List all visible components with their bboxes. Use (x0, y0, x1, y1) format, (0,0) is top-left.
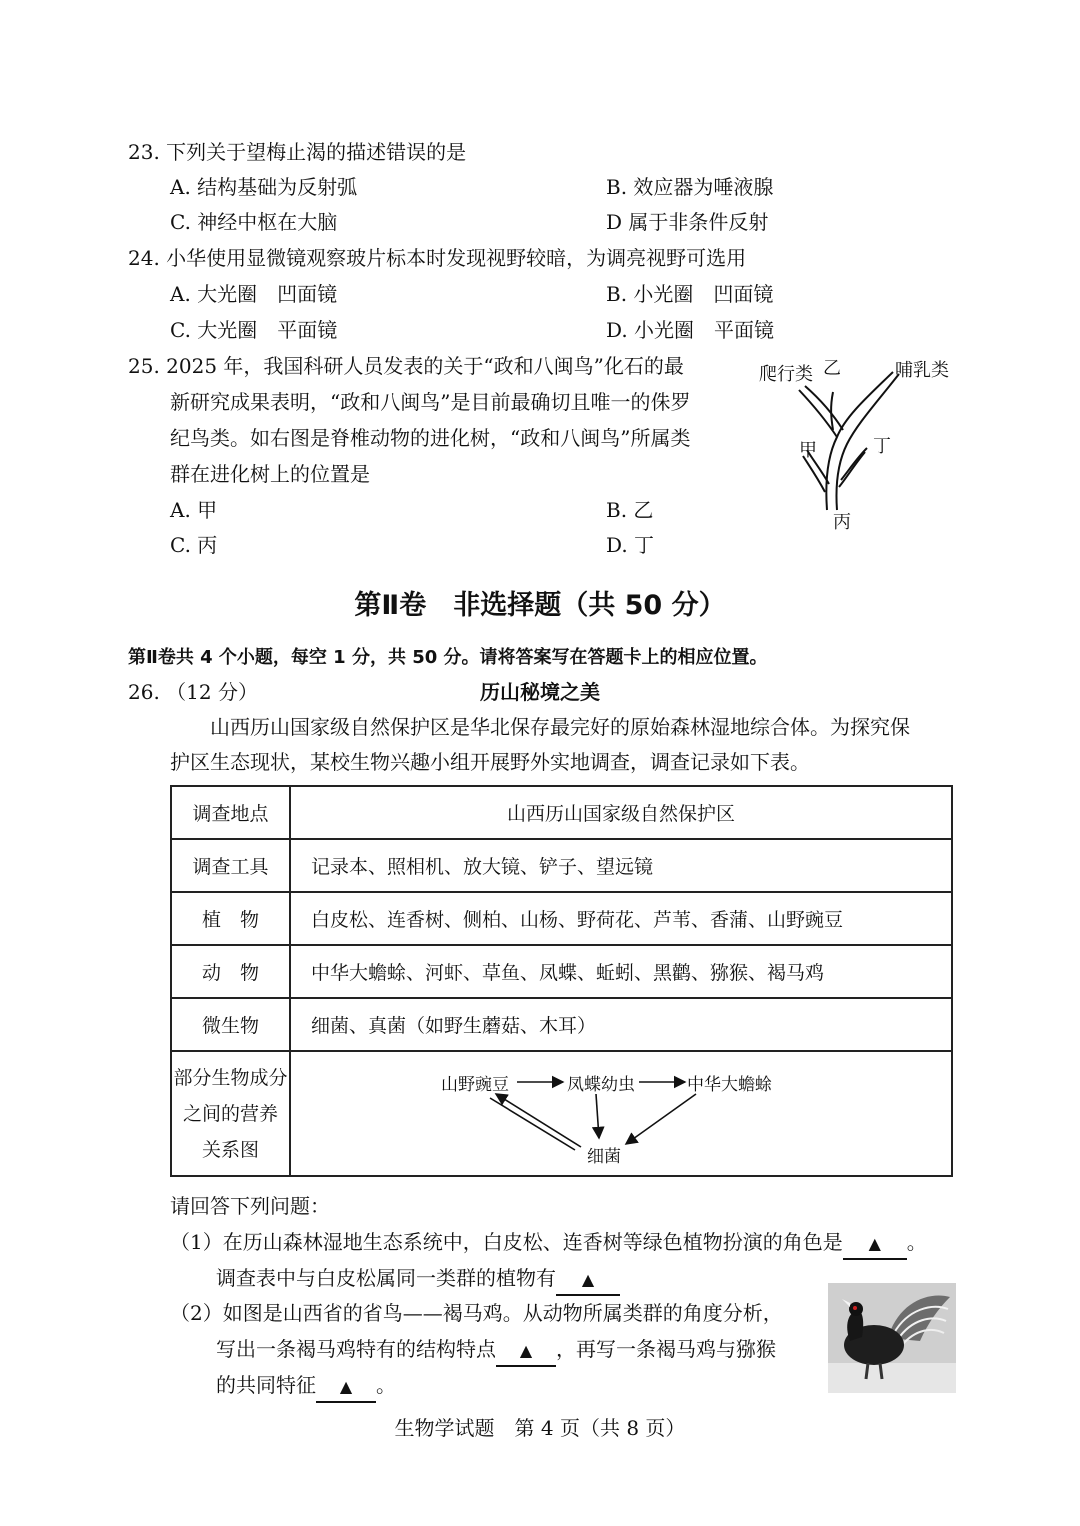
q24-option-d: D. 小光圈 平面镜 (606, 318, 775, 342)
relation-label-line-1: 部分生物成分 (173, 1066, 288, 1089)
microbes-value: 细菌、真菌（如野生蘑菇、木耳） (290, 998, 952, 1051)
q25-stem-line-4: 群在进化树上的位置是 (170, 462, 370, 486)
q25-option-d: D. 丁 (606, 533, 655, 557)
diagram-larva: 凤蝶幼虫 (567, 1075, 635, 1095)
q23-option-c: C. 神经中枢在大脑 (170, 210, 338, 234)
q24-option-a: A. 大光圈 凹面镜 (170, 282, 338, 306)
yi-branch (831, 392, 833, 430)
sub-question-2-text-3a: 的共同特征 (216, 1373, 316, 1397)
sub-question-2-text-2b: ，再写一条褐马鸡与猕猴 (556, 1337, 776, 1361)
table-row (171, 998, 952, 1051)
tree-label-ding: 丁 (873, 436, 891, 457)
q25-stem-line-1: 25. 2025 年，我国科研人员发表的关于“政和八闽鸟”化石的最 (128, 354, 684, 378)
answer-blank[interactable]: ▲ (556, 1266, 620, 1296)
site-label: 调查地点 (171, 786, 290, 839)
relation-label-line-3: 关系图 (201, 1138, 259, 1161)
answer-prompt: 请回答下列问题： (170, 1194, 330, 1218)
tree-label-yi: 乙 (823, 358, 841, 379)
answer-blank[interactable]: ▲ (316, 1373, 376, 1403)
q23-option-d: D 属于非条件反射 (606, 210, 769, 234)
sub-question-1-text-2: 调查表中与白皮松属同一类群的植物有 (216, 1266, 556, 1290)
ding-branch (839, 452, 865, 487)
q23-option-a: A. 结构基础为反射弧 (170, 175, 358, 199)
plants-value: 白皮松、连香树、侧柏、山杨、野荷花、芦苇、香蒲、山野豌豆 (290, 892, 952, 945)
sub-question-2-text-2a: 写出一条褐马鸡特有的结构特点 (216, 1337, 496, 1361)
section-2-description: 第Ⅱ卷共 4 个小题，每空 1 分，共 50 分。请将答案写在答题卡上的相应位置。 (128, 647, 768, 668)
q26-title: 历山秘境之美 (480, 680, 600, 704)
tools-label: 调查工具 (171, 839, 290, 892)
q25-option-c: C. 丙 (170, 533, 218, 557)
answer-blank[interactable]: ▲ (496, 1337, 556, 1367)
pheasant-image (828, 1283, 956, 1393)
q24-option-b: B. 小光圈 凹面镜 (606, 282, 774, 306)
site-value: 山西历山国家级自然保护区 (290, 786, 952, 839)
tools-value: 记录本、照相机、放大镜、铲子、望远镜 (290, 839, 952, 892)
sub-question-2-line-2 (216, 1335, 776, 1367)
sub-question-1-end: 。 (906, 1230, 927, 1254)
q25-stem-line-2: 新研究成果表明，“政和八闽鸟”是目前最确切且唯一的侏罗 (170, 390, 691, 414)
arrow-toad-to-bacteria (626, 1094, 696, 1144)
q25-stem-line-3: 纪鸟类。如右图是脊椎动物的进化树，“政和八闽鸟”所属类 (170, 426, 691, 450)
food-web-diagram (291, 1052, 911, 1175)
tree-label-bing: 丙 (833, 512, 851, 533)
evolution-tree-figure (755, 352, 955, 532)
q26-intro-line-1: 山西历山国家级自然保护区是华北保存最完好的原始森林湿地综合体。为探究保 (210, 715, 910, 739)
animals-value: 中华大蟾蜍、河虾、草鱼、凤蝶、蚯蚓、黑鹳、猕猴、褐马鸡 (290, 945, 952, 998)
table-row (171, 945, 952, 998)
animals-label: 动 物 (171, 945, 290, 998)
tree-label-reptile: 爬行类 (759, 364, 813, 385)
section-2-title: 第Ⅱ卷 非选择题（共 50 分） (354, 590, 726, 621)
food-web-diagram-cell (290, 1051, 952, 1176)
microbes-label: 微生物 (171, 998, 290, 1051)
plants-label: 植 物 (171, 892, 290, 945)
sub-question-1-line-1 (170, 1228, 927, 1260)
diagram-pea: 山野豌豆 (441, 1075, 509, 1095)
arrow-bacteria-to-pea (496, 1094, 581, 1147)
table-row (171, 1051, 952, 1176)
tree-label-mammal: 哺乳类 (895, 360, 949, 381)
sub-question-2-line-3 (216, 1371, 396, 1403)
table-row (171, 892, 952, 945)
relation-label-line-2: 之间的营养 (182, 1102, 278, 1125)
relation-label (171, 1051, 290, 1176)
q26-number: 26. （12 分） (128, 680, 258, 704)
sub-question-2-text-3b: 。 (376, 1373, 396, 1397)
sub-question-2-line-1: （2）如图是山西省的省鸟——褐马鸡。从动物所属类群的角度分析， (170, 1301, 783, 1325)
table-row (171, 786, 952, 839)
q23-stem: 23. 下列关于望梅止渴的描述错误的是 (128, 140, 467, 164)
diagram-bacteria: 细菌 (587, 1147, 621, 1167)
q25-option-a: A. 甲 (170, 498, 218, 522)
pheasant-photo (828, 1283, 956, 1393)
table-row (171, 839, 952, 892)
q24-stem: 24. 小华使用显微镜观察玻片标本时发现视野较暗，为调亮视野可选用 (128, 246, 747, 270)
survey-table (170, 785, 953, 1177)
sub-question-1-text: （1）在历山森林湿地生态系统中，白皮松、连香树等绿色植物扮演的角色是 (170, 1230, 843, 1254)
arrow-larva-to-bacteria (596, 1094, 599, 1138)
diagram-toad: 中华大蟾蜍 (687, 1075, 772, 1095)
tree-label-jia: 甲 (799, 440, 817, 461)
q23-option-b: B. 效应器为唾液腺 (606, 175, 774, 199)
page-footer: 生物学试题 第 4 页（共 8 页） (394, 1416, 686, 1440)
q25-option-b: B. 乙 (606, 498, 654, 522)
sub-question-1-line-2 (216, 1264, 620, 1296)
q24-option-c: C. 大光圈 平面镜 (170, 318, 338, 342)
q26-intro-line-2: 护区生态现状，某校生物兴趣小组开展野外实地调查，调查记录如下表。 (170, 750, 810, 774)
answer-blank[interactable]: ▲ (843, 1230, 907, 1260)
